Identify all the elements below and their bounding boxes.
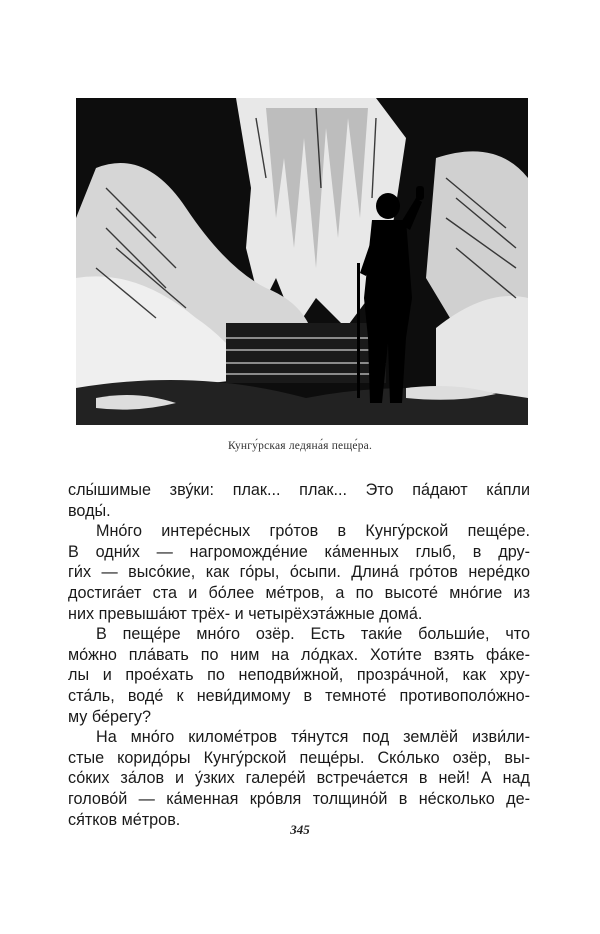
- text-line: му бе́регу?: [68, 707, 152, 726]
- cave-engraving-image: [76, 98, 528, 425]
- text-line: ся́тков ме́тров.: [68, 810, 181, 829]
- paragraph-start-line: В пеще́ре мно́го озёр. Есть таки́е больши́е, что: [96, 625, 530, 644]
- text-line: достига́ет ста и бо́лее ме́тров, а по высоте́ мно́гие из: [68, 583, 530, 602]
- text-line: воды́.: [68, 501, 111, 520]
- page-number: 345: [290, 822, 310, 837]
- text-line: лы и прое́хать по неподви́жной, прозра́чной, как хру-: [68, 666, 530, 685]
- illustration-caption: Кунгу́рская ледяна́я пеще́ра.: [227, 440, 373, 452]
- text-line: ги́х — высо́кие, как го́ры, о́сыпи. Длина́ гро́тов нере́дко: [68, 563, 530, 582]
- text-line: со́ких за́лов и у́зких галере́й встреча́ется в ней! А над: [68, 769, 530, 788]
- paragraph-start-line: Мно́го интере́сных гро́тов в Кунгу́рской пеще́ре.: [96, 522, 530, 541]
- text-line: них превыша́ют трёх- и четырёхэта́жные дома́.: [68, 604, 423, 623]
- cave-illustration: [76, 98, 528, 425]
- text-line: ста́ль, воде́ к неви́димому в темноте́ противополо́жно-: [68, 686, 530, 705]
- paragraph-start-line: На мно́го киломе́тров тя́нутся под землёй изви́ли-: [96, 728, 530, 747]
- text-line: стые коридо́ры Кунгу́рской пеще́ры. Ско́лько озёр, вы-: [68, 748, 530, 767]
- text-line: В одни́х — нагроможде́ние ка́менных глыб, в дру-: [68, 542, 530, 561]
- article-body: [68, 480, 530, 830]
- text-line: мо́жно пла́вать по ним на ло́дках. Хоти́те взять фа́ке-: [68, 645, 530, 664]
- text-line: слы́шимые зву́ки: плак... плак... Это па́дают ка́пли: [68, 481, 530, 499]
- text-line: голово́й — ка́менная кро́вля толщино́й в не́сколько де-: [68, 789, 530, 808]
